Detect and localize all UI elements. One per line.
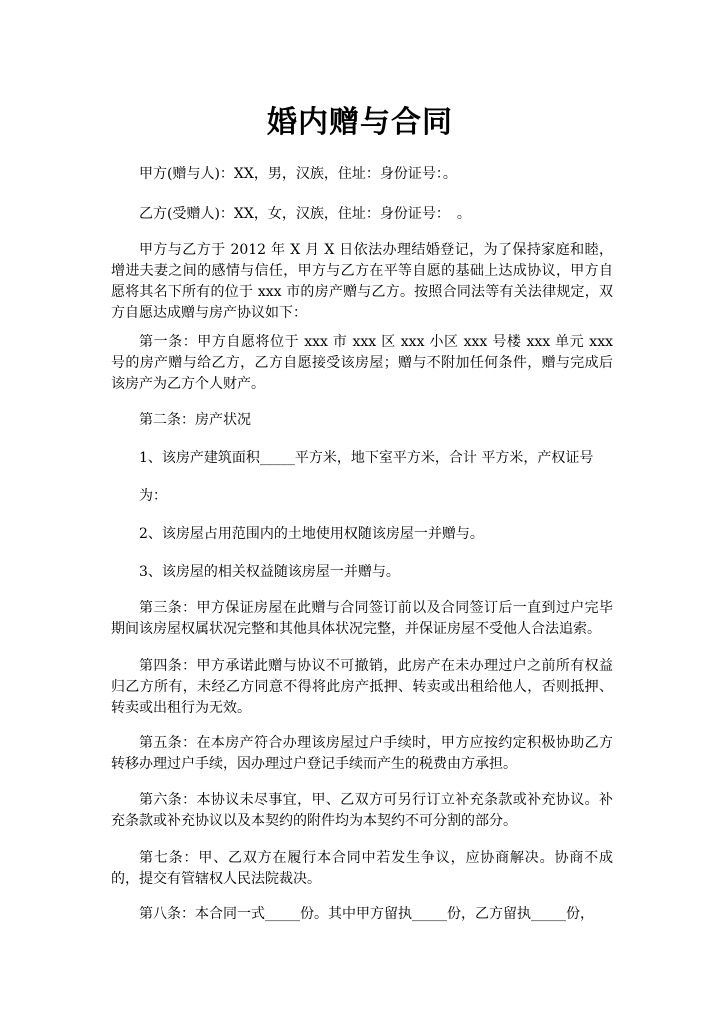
rights-item: 3、该房屋的相关权益随该房屋一并赠与。 bbox=[139, 564, 400, 580]
land-use-item: 2、该房屋占用范围内的土地使用权随该房屋一并赠与。 bbox=[139, 526, 484, 542]
article-5: 第五条：在本房产符合办理该房屋过户手续时，甲方应按约定积极协助乙方转移办理过户手续，因办理过户登记手续而产生的税费由方承担。 bbox=[111, 735, 613, 772]
property-area-item-continued: 为： bbox=[139, 488, 167, 504]
preamble-paragraph: 甲方与乙方于 2012 年 X 月 X 日依法办理结婚登记，为了保持家庭和睦，增进夫妻之间的感情与信任，甲方与乙方在平等自愿的基础上达成协议，甲方自愿将其名下所有的位于 xxx 市的房产赠与乙方。按照合同法等有关法律规定，双方自愿达成赠与房产协议如下： bbox=[111, 242, 613, 321]
article-3: 第三条：甲方保证房屋在此赠与合同签订前以及合同签订后一直到过户完毕期间该房屋权属状况完整和其他具体状况完整，并保证房屋不受他人合法追索。 bbox=[111, 600, 613, 637]
article-6: 第六条：本协议未尽事宜，甲、乙双方可另行订立补充条款或补充协议。补充条款或补充协议以及本契约的附件均为本契约不可分割的部分。 bbox=[111, 792, 613, 829]
article-2-heading: 第二条：房产状况 bbox=[139, 412, 251, 428]
property-area-item: 1、该房产建筑面积_____平方米，地下室平方米，合计 平方米，产权证号 bbox=[139, 450, 594, 466]
document-title: 婚内赠与合同 bbox=[267, 105, 453, 140]
party-a-info: 甲方(赠与人)：XX，男，汉族，住址：身份证号：。 bbox=[139, 166, 457, 182]
article-1: 第一条：甲方自愿将位于 xxx 市 xxx 区 xxx 小区 xxx 号楼 xxx 单元 xxx 号的房产赠与给乙方，乙方自愿接受该房屋；赠与不附加任何条件，赠与完成后该房产为乙方个人财产。 bbox=[111, 334, 613, 392]
article-7: 第七条：甲、乙双方在履行本合同中若发生争议，应协商解决。协商不成的，提交有管辖权人民法院裁决。 bbox=[111, 850, 613, 887]
article-8: 第八条：本合同一式_____份。其中甲方留执_____份，乙方留执_____份， bbox=[139, 906, 594, 922]
article-4: 第四条：甲方承诺此赠与协议不可撤销，此房产在未办理过户之前所有权益归乙方所有，未经乙方同意不得将此房产抵押、转卖或出租给他人，否则抵押、转卖或出租行为无效。 bbox=[111, 658, 613, 716]
party-b-info: 乙方(受赠人)：XX，女，汉族，住址：身份证号： 。 bbox=[139, 206, 471, 222]
